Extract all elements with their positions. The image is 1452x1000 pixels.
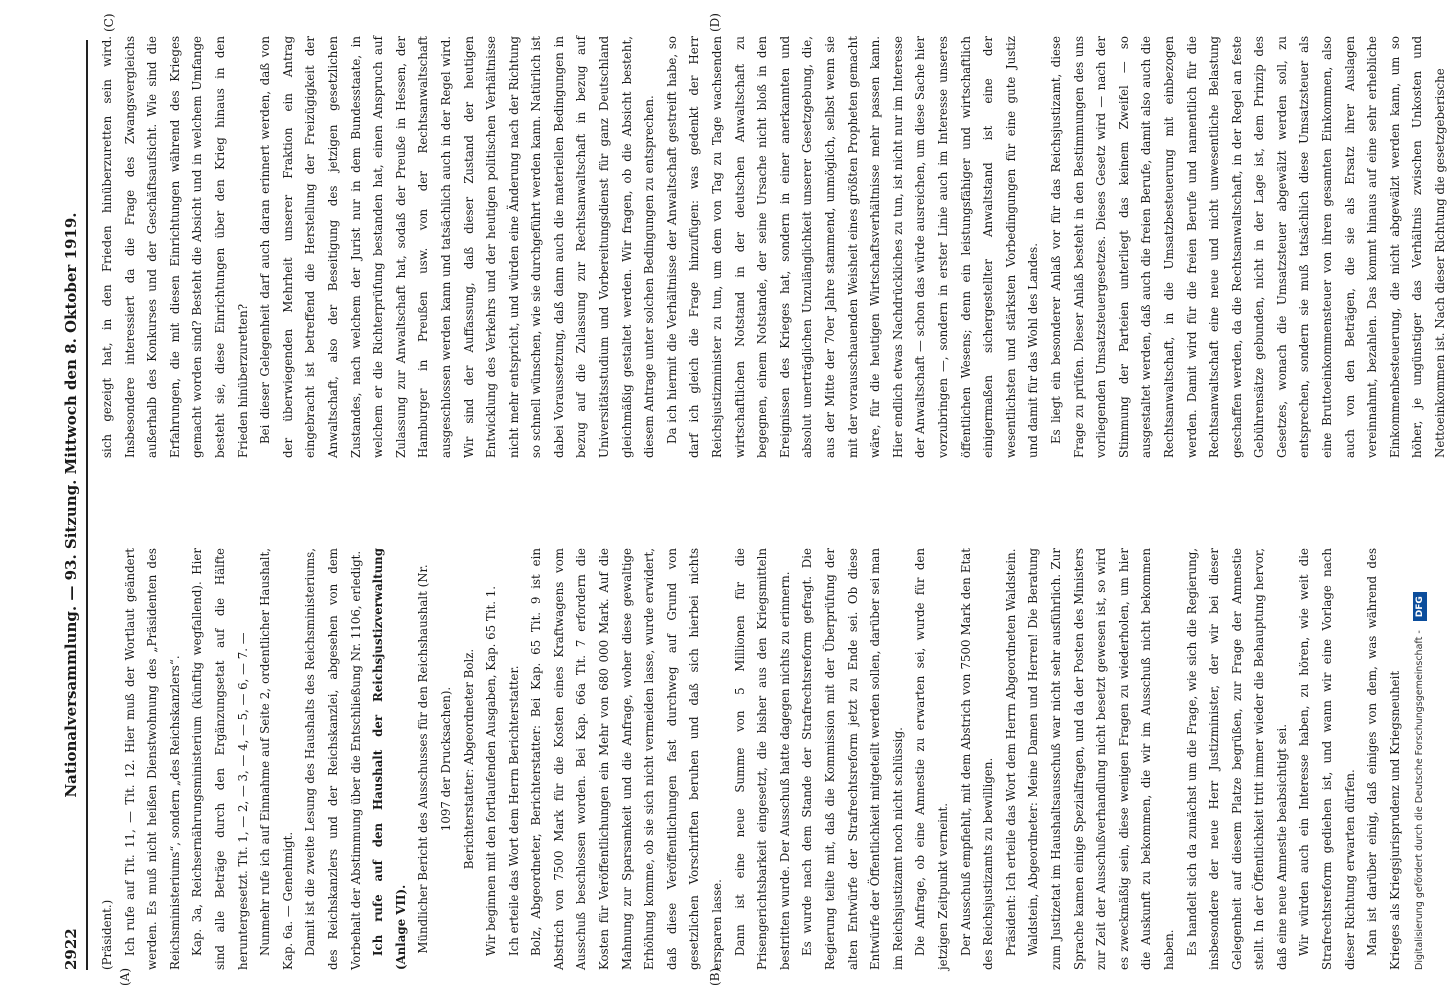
paragraph: Ich erteile das Wort dem Herrn Berichterstatter. bbox=[506, 665, 521, 956]
credit-text: Digitalisierung gefördert durch die Deutsche Forschungsgemeinschaft - bbox=[1414, 630, 1425, 970]
paragraph: Waldstein, Abgeordneter: Meine Damen und Herren! Die Beratung zum Justizetat im Haushaltsausschuß war nicht sehr ausführlich. Zur Sprache kamen einige Spezialfragen, und da der Posten des Ministers zur Zeit der Ausschußverhandlung nicht besetzt gewesen ist, so wird es zweckmäßig sein, diese wenigen Fragen zu wiederholen, um hier die Auskunft zu bekommen, die wir im Ausschuß nicht bekommen haben. bbox=[1026, 548, 1176, 970]
paragraph: Der Ausschuß empfiehlt, mit dem Abstrich von 7500 Mark den Etat des Reichsjustizamts zu bewilligen. bbox=[958, 548, 996, 970]
running-title: Nationalversammlung. — 93. Sitzung. Mittwoch den 8. Oktober 1919. bbox=[62, 212, 80, 798]
paragraph: Bolz, Abgeordneter, Berichterstatter: Bei Kap. 65 Tit. 9 ist ein Abstrich von 7500 Mark für die Kosten eines Kraftwagens vom Ausschuß beschlossen worden. Bei Kap. 66a Tit. 7 erfordern die Kosten für Veröffentlichungen ein Mehr von 680 000 Mark. Auf die Mahnung zur Sparsamkeit und die Anfrage, woher diese gewaltige Erhöhung komme, ob sie sich nicht vermeiden lasse, wurde erwidert, daß diese Veröffentlichungen fast durchweg auf Grund von gesetzlichen Vorschriften beruhen und daß sich hierbei nichts ersparen lasse. bbox=[529, 548, 725, 970]
digitization-credit bbox=[1408, 0, 1432, 1000]
paragraph: Mündlicher Bericht des Ausschusses für den Reichshaushalt (Nr. 1097 der Drucksachen). bbox=[416, 564, 453, 954]
text-column-right bbox=[96, 36, 1452, 458]
paragraph: Da ich hiermit die Verhältnisse der Anwaltschaft gestreift habe, so darf ich gleich die Frage hinzufügen: was gedenkt der Herr Reichsjustizminister zu tun, um dem von Tag zu Tage wachsenden wirtschaftlichen Notstand in der deutschen Anwaltschaft zu begegnen, einem Notstande, der seine Ursache nicht bloß in den Ereignissen des Krieges hat, sondern in einer anerkannten und absolut unerträglichen Unzulänglichkeit unserer Gesetzgebung, die, aus der Mitte der 70er Jahre stammend, unmöglich, selbst wenn sie mit der vorausschauenden Weisheit eines größten Propheten gemacht wäre, für die heutigen Wirtschaftsverhältnisse mehr passen kann. Hier endlich etwas Nachdrückliches zu tun, ist nicht nur im Interesse der Anwaltschaft — schon das würde ausreichen, um diese Sache hier vorzubringen —, sondern in erster Linie auch im Interesse unseres öffentlichen Wesens; denn ein leistungsfähiger und wirtschaftlich einigermaßen sichergestellter Anwaltstand ist eine der wesentlichsten und stärksten Vorbedingungen für eine gute Justiz und damit für das Wohl des Landes. bbox=[664, 36, 1041, 458]
section-heading: Ich rufe auf den Haushalt der Reichsjustizverwaltung (Anlage VII). bbox=[371, 548, 408, 970]
paragraph: Es wurde nach dem Stande der Strafrechtsreform gefragt. Die Regierung teilte mit, daß die Kommission mit der Überprüfung der alten Entwürfe der Strafrechtsreform jetzt zu Ende sei. Ob diese Entwürfe der Öffentlichkeit mitgeteilt werden sollen, darüber sei man im Reichsjustizamt noch nicht schlüssig. bbox=[800, 548, 905, 970]
header-rule bbox=[86, 40, 88, 970]
paragraph: Nunmehr rufe ich auf Einnahme auf Seite 2, ordentlicher Haushalt, Kap. 6a. — Genehmigt. bbox=[258, 548, 295, 970]
paragraph: Man ist darüber einig, daß einiges von dem, was während des Krieges als Kriegsjurisprudenz und Kriegsneuheit bbox=[1365, 548, 1402, 970]
page-number: 2922 bbox=[62, 928, 80, 970]
paragraph: Präsident: Ich erteile das Wort dem Herrn Abgeordneten Waldstein. bbox=[1003, 548, 1018, 956]
paragraph: Die Anfrage, ob eine Amnestie zu erwarten sei, wurde für den jetzigen Zeitpunkt verneint. bbox=[913, 548, 950, 970]
paragraph: Kap. 3a, Reichsernährungsministerium (künftig wegfallend). Hier sind alle Beträge durch den Ergänzungsetat auf die Hälfte heruntergesetzt. Tit. 1, — 2, — 3, — 4, — 5, — 6, — 7. — bbox=[190, 548, 250, 970]
paragraph: Berichterstatter: Abgeordneter Bolz. bbox=[461, 648, 476, 870]
text-column-left bbox=[96, 548, 1406, 970]
paragraph: Wir beginnen mit den fortlaufenden Ausgaben, Kap. 65 Tit. 1. bbox=[484, 585, 499, 956]
paragraph: Es handelt sich da zunächst um die Frage, wie sich die Regierung, insbesondere der neue Herr Justizminister, der wir bei dieser Gelegenheit auf diesem Platze begrüßen, zur Frage der Amnestie stellt. In der Öffentlichkeit tritt immer wieder die Behauptung hervor, daß eine neue Amnestie beabsichtigt sei. bbox=[1184, 548, 1289, 970]
dfg-logo: DFG bbox=[1413, 592, 1427, 621]
margin-mark-a: (A) bbox=[118, 967, 132, 986]
margin-mark-c: (C) bbox=[102, 13, 116, 32]
paragraph: Es liegt ein besonderer Anlaß vor für das Reichsjustizamt, diese Frage zu prüfen. Dieser Anlaß besteht in den Bestimmungen des uns vorliegenden Umsatzsteuergesetzes. Dieses Gesetz wird — nach der Stimmung der Parteien unterliegt das keinem Zweifel — so ausgestaltet werden, daß auch die freien Berufe, damit also auch die Rechtsanwaltschaft, in die Umsatzbesteuerung mit einbezogen werden. Damit wird für die freien Berufe und namentlich für die Rechtsanwaltschaft eine neue und nicht unwesentliche Belastung geschaffen werden, da die Rechtsanwaltschaft, in der Regel an feste Gebührensätze gebunden, nicht in der Lage ist, dem Prinzip des Gesetzes, wonach die Umsatzsteuer abgewälzt werden soll, zu entsprechen, sondern sie muß tatsächlich diese Umsatzsteuer als eine Bruttoeinkommensteuer von ihren gesamten Einkommen, also auch von den Beträgen, die sie als Ersatz ihrer Auslagen vereinnahmt, bezahlen. Das kommt hinaus auf eine sehr erhebliche Einkommenbesteuerung, die nicht abgewälzt werden kann, um so höher, je ungünstiger das Verhältnis zwischen Unkosten und Nettoeinkommen ist. Nach dieser Richtung die gesetzgeberische bbox=[1048, 36, 1448, 458]
margin-mark-b: (B) bbox=[708, 967, 722, 986]
paragraph: sich gezeigt hat, in den Frieden hinüberzuretten sein wird. Insbesondere interessiert da die Frage des Zwangsvergleichs außerhalb des Konkurses und der Geschäftsaufsicht. Wie sind die Erfahrungen, die mit diesen Einrichtungen während des Krieges gemacht worden sind? Besteht die Absicht und in welchem Umfange besteht sie, diese Einrichtungen über den Krieg hinaus in den Frieden hinüberzuretten? bbox=[100, 36, 250, 458]
speaker-note: (Präsident.) bbox=[100, 899, 114, 970]
paragraph: Bei dieser Gelegenheit darf auch daran erinnert werden, daß von der überwiegenden Mehrheit unserer Fraktion ein Antrag eingebracht ist betreffend die Herstellung der Freizügigkeit der Anwaltschaft, also der Beseitigung des jetzigen gesetzlichen Zustandes, nach welchem der Jurist nur in dem Bundesstaate, in welchem er die Richterprüfung bestanden hat, einen Anspruch auf Zulassung zur Anwaltschaft hat, sodaß der Preuße in Hessen, der Hamburger in Preußen usw. von der Rechtsanwaltschaft ausgeschlossen werden kann und tatsächlich auch in der Regel wird. Wir sind der Auffassung, daß dieser Zustand der heutigen Entwicklung des Verkehrs und der heutigen politischen Verhältnisse nicht mehr entspricht, und würden eine Änderung nach der Richtung so schnell wünschen, wie sie durchgeführt werden kann. Natürlich ist dabei Voraussetzung, daß dann auch die materiellen Bedingungen in bezug auf die Zulassung zur Rechtsanwaltschaft in bezug auf Universitätsstudium und Vorbereitungsdienst für ganz Deutschland gleichmäßig gestaltet werden. Wir fragen, ob die Absicht besteht, diesem Antrage unter solchen Bedingungen zu entsprechen. bbox=[258, 36, 657, 458]
margin-mark-d: (D) bbox=[708, 13, 722, 32]
page-header bbox=[62, 40, 82, 970]
paragraph: Ich rufe auf Tit. 11, — Tit. 12. Hier muß der Wortlaut geändert werden. Es muß nicht heißen Dienstwohnung des „Präsidenten des Reichsministeriums“, sondern „des Reichskanzlers“. bbox=[122, 548, 182, 970]
paragraph: Damit ist die zweite Lesung des Haushalts des Reichsministeriums, des Reichskanzlers und der Reichskanzlei, abgesehen von dem Vorbehalt der Abstimmung über die Entschließung Nr. 1106, erledigt. bbox=[303, 548, 363, 970]
paragraph: Dann ist eine neue Summe von 5 Millionen für die Prisengerichtsbarkeit eingesetzt, die bisher aus den Kriegsmitteln bestritten wurde. Der Ausschuß hatte dagegen nichts zu erinnern. bbox=[732, 548, 792, 970]
paragraph: Wir würden auch ein Interesse haben, zu hören, wie weit die Strafrechtsreform gediehen ist, und wann wir eine Vorlage nach dieser Richtung erwarten dürfen. bbox=[1297, 548, 1357, 970]
